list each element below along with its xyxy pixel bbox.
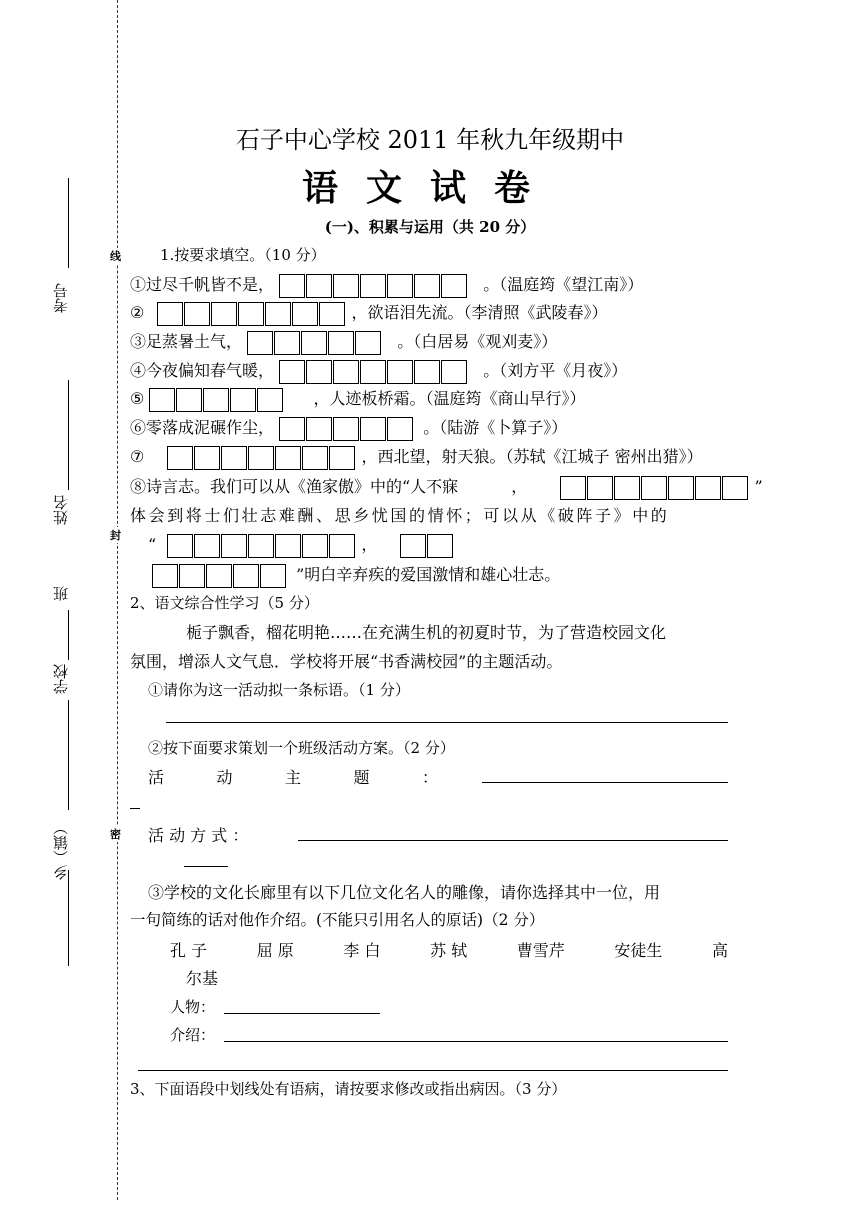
answer-box[interactable] <box>275 534 301 558</box>
answer-box[interactable] <box>184 302 210 326</box>
answer-box[interactable] <box>641 476 667 500</box>
activity-method-label: 活 动 方 式 ： <box>148 826 249 845</box>
q1-line-2: ② ，欲语泪先流。（李清照《武陵春》） <box>130 300 608 326</box>
xiangzhen-rule <box>68 870 69 966</box>
seal-char-feng: 封 <box>110 529 121 542</box>
answer-box[interactable] <box>194 446 220 470</box>
answer-box[interactable] <box>157 302 183 326</box>
answer-box[interactable] <box>302 534 328 558</box>
answer-box[interactable] <box>238 302 264 326</box>
answer-box[interactable] <box>328 331 354 355</box>
q2-sub-3a: ③学校的文化长廊里有以下几位文化名人的雕像，请你选择其中一位，用 <box>148 883 661 902</box>
q2-sub-1: ①请你为这一活动拟一条标语。（1 分） <box>148 681 410 699</box>
answer-box[interactable] <box>203 388 229 412</box>
name-item: 李 白 <box>343 941 381 960</box>
answer-box[interactable] <box>400 534 426 558</box>
q1-line-4: ④今夜偏知春气暖， 。（刘方平《月夜》） <box>130 358 627 384</box>
seal-char-xian: 线 <box>110 250 121 263</box>
answer-box[interactable] <box>414 274 440 298</box>
answer-box[interactable] <box>179 564 205 588</box>
answer-box[interactable] <box>722 476 748 500</box>
xingming-rule <box>68 380 69 490</box>
name-item: 高 <box>711 941 728 960</box>
name-item: 安徒生 <box>614 941 663 960</box>
answer-box[interactable] <box>360 360 386 384</box>
answer-box[interactable] <box>614 476 640 500</box>
person-answer-line[interactable] <box>224 1013 380 1014</box>
answer-box[interactable] <box>279 360 305 384</box>
ban-label: 班 <box>52 586 70 601</box>
q1-line-8: ⑧诗言志。我们可以从《渔家傲》中的“人不寐 ， ” <box>130 474 763 500</box>
q2-sub-2: ②按下面要求策划一个班级活动方案。（2 分） <box>148 739 455 757</box>
answer-boxes[interactable] <box>157 302 346 326</box>
answer-box[interactable] <box>329 446 355 470</box>
activity-method-answer-line[interactable] <box>298 840 728 841</box>
q1-line-9: 体会到将士们壮志难酬、思乡忧国的情怀；可以从《破阵子》中的 <box>130 506 670 525</box>
answer-box[interactable] <box>248 446 274 470</box>
name-item: 曹雪芹 <box>516 941 565 960</box>
activity-theme-answer-line-cont <box>130 808 140 809</box>
answer-box[interactable] <box>265 302 291 326</box>
xiangzhen-label: 乡（镇） <box>52 820 70 880</box>
answer-box[interactable] <box>587 476 613 500</box>
intro-label: 介绍： <box>170 1026 216 1044</box>
answer-box[interactable] <box>248 534 274 558</box>
answer-box[interactable] <box>221 446 247 470</box>
name-item: 孔 子 <box>170 941 208 960</box>
q2-sub-3b: 一句简练的话对他作介绍。(不能只引用名人的原话)（2 分） <box>130 911 545 929</box>
answer-box[interactable] <box>292 302 318 326</box>
xuexiao-label: 学校 <box>52 664 70 694</box>
answer-boxes[interactable] <box>279 360 468 384</box>
answer-box[interactable] <box>279 417 305 441</box>
answer-box[interactable] <box>387 274 413 298</box>
name-item-cont: 尔基 <box>186 969 219 988</box>
answer-boxes[interactable] <box>400 534 454 558</box>
answer-boxes[interactable] <box>560 476 749 500</box>
q1-line-3: ③足蒸暑土气， 。（白居易《观刈麦》） <box>130 329 557 355</box>
answer-boxes[interactable] <box>279 274 468 298</box>
answer-box[interactable] <box>152 564 178 588</box>
answer-box[interactable] <box>306 417 332 441</box>
activity-theme-answer-line[interactable] <box>482 782 728 783</box>
answer-box[interactable] <box>560 476 586 500</box>
section-heading: (一)、积累与运用（共 20 分） <box>324 218 536 236</box>
answer-box[interactable] <box>695 476 721 500</box>
q1-line-11: ”明白辛弃疾的爱国激情和雄心壮志。 <box>152 562 560 588</box>
q1-heading: 1.按要求填空。（10 分） <box>160 246 326 264</box>
q2-paragraph-2: 氛围，增添人文气息．学校将开展“书香满校园”的主题活动。 <box>130 652 563 671</box>
answer-box[interactable] <box>333 274 359 298</box>
answer-box[interactable] <box>306 360 332 384</box>
q1-line-6: ⑥零落成泥碾作尘， 。（陆游《卜算子》） <box>130 415 567 441</box>
answer-boxes[interactable] <box>167 534 356 558</box>
answer-boxes[interactable] <box>152 564 287 588</box>
name-item: 苏 轼 <box>430 941 468 960</box>
q2-paragraph-1: 栀子飘香，榴花明艳……在充满生机的初夏时节，为了营造校园文化 <box>186 623 667 642</box>
answer-box[interactable] <box>427 534 453 558</box>
subject-title: 语文试卷 <box>301 167 558 209</box>
q1-line-5: ⑤ ，人迹板桥霜。（温庭筠《商山早行》） <box>130 386 586 412</box>
answer-box[interactable] <box>329 534 355 558</box>
intro-answer-line[interactable] <box>224 1041 728 1042</box>
xuexiao-rule <box>68 700 69 810</box>
answer-box[interactable] <box>306 274 332 298</box>
answer-box[interactable] <box>211 302 237 326</box>
answer-box[interactable] <box>301 331 327 355</box>
answer-boxes[interactable] <box>279 417 414 441</box>
q1-line-1: ①过尽千帆皆不是， 。（温庭筠《望江南》） <box>130 272 643 298</box>
name-item: 屈 原 <box>256 941 294 960</box>
answer-box[interactable] <box>414 360 440 384</box>
q2-heading: 2、语文综合性学习（5 分） <box>130 594 319 612</box>
kaohao-label: 考号 <box>52 283 70 313</box>
answer-box[interactable] <box>355 331 381 355</box>
activity-method-answer-line-cont <box>184 866 228 867</box>
answer-box[interactable] <box>360 417 386 441</box>
answer-box[interactable] <box>279 274 305 298</box>
answer-box[interactable] <box>333 417 359 441</box>
answer-box[interactable] <box>441 274 467 298</box>
ban-rule <box>68 610 69 660</box>
answer-box[interactable] <box>221 534 247 558</box>
answer-box[interactable] <box>319 302 345 326</box>
slogan-answer-line[interactable] <box>166 722 728 723</box>
answer-box[interactable] <box>247 331 273 355</box>
answer-box[interactable] <box>387 417 413 441</box>
q3-heading: 3、下面语段中划线处有语病，请按要求修改或指出病因。（3 分） <box>130 1080 567 1098</box>
q1-line-10: “ ， <box>148 532 454 558</box>
xingming-label: 姓名 <box>52 495 70 525</box>
names-row <box>170 938 728 961</box>
answer-box[interactable] <box>230 388 256 412</box>
answer-box[interactable] <box>257 388 283 412</box>
answer-box[interactable] <box>274 331 300 355</box>
intro-answer-line-2[interactable] <box>138 1070 728 1071</box>
answer-box[interactable] <box>149 388 175 412</box>
answer-box[interactable] <box>333 360 359 384</box>
answer-box[interactable] <box>167 534 193 558</box>
answer-box[interactable] <box>360 274 386 298</box>
seal-char-mi: 密 <box>110 828 121 841</box>
answer-box[interactable] <box>441 360 467 384</box>
answer-box[interactable] <box>233 564 259 588</box>
person-label: 人物： <box>170 998 216 1016</box>
answer-boxes[interactable] <box>167 446 356 470</box>
answer-box[interactable] <box>275 446 301 470</box>
activity-theme-label: 活 动 主 题 ： <box>148 768 438 787</box>
answer-box[interactable] <box>167 446 193 470</box>
answer-boxes[interactable] <box>149 388 284 412</box>
answer-box[interactable] <box>206 564 232 588</box>
answer-box[interactable] <box>194 534 220 558</box>
q1-line-7: ⑦ ，西北望，射天狼。（苏轼《江城子 密州出猎》） <box>130 444 703 470</box>
answer-box[interactable] <box>302 446 328 470</box>
exam-title: 石子中心学校 2011 年秋九年级期中 <box>235 126 625 154</box>
answer-box[interactable] <box>668 476 694 500</box>
answer-box[interactable] <box>387 360 413 384</box>
answer-boxes[interactable] <box>247 331 382 355</box>
answer-box[interactable] <box>260 564 286 588</box>
answer-box[interactable] <box>176 388 202 412</box>
